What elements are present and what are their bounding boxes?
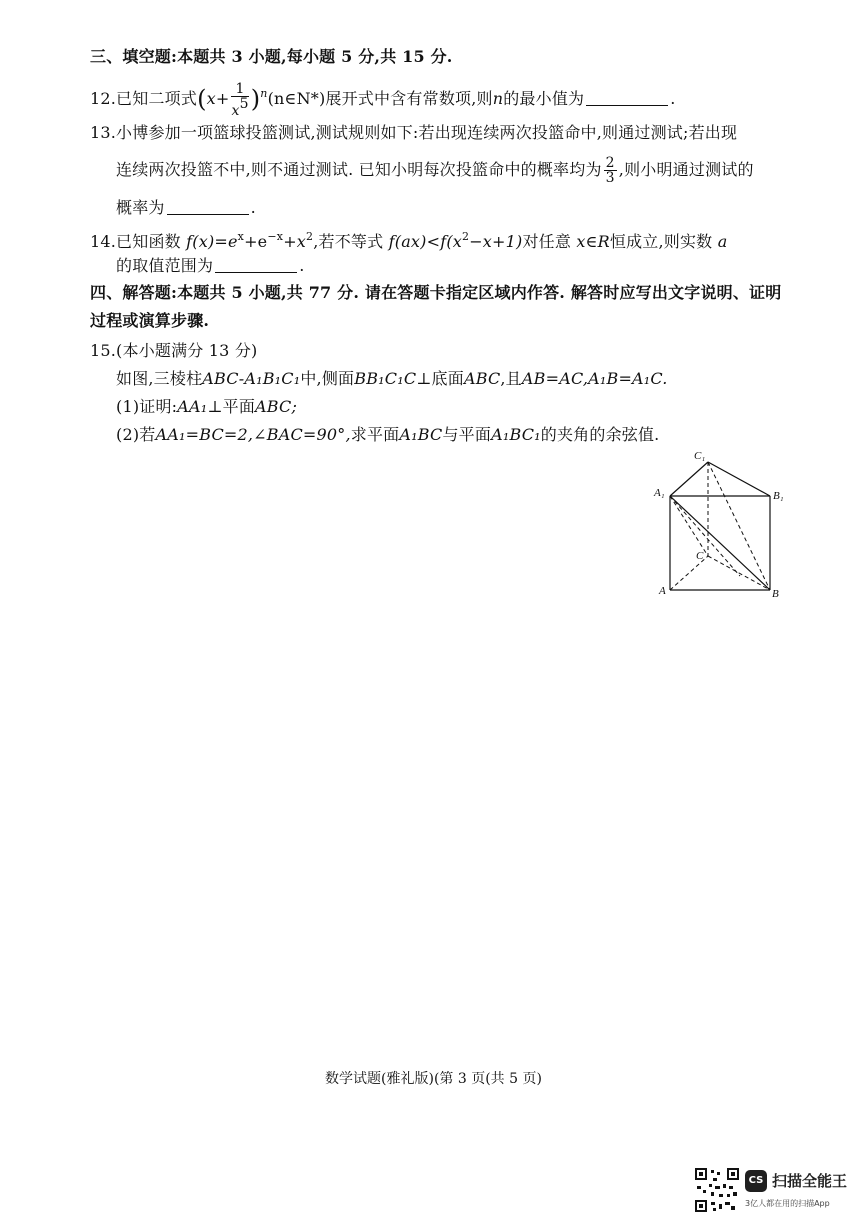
question-15-part-2: (2)若AA₁=BC=2,∠BAC=90°,求平面A₁BC与平面A₁BC₁的夹角的余弦值.: [116, 425, 660, 444]
q12-condition: (n∈N*): [267, 89, 326, 108]
question-13-line-1: 13.小博参加一项篮球投篮测试,测试规则如下:若出现连续两次投篮命中,则通过测试;若出现: [90, 123, 738, 142]
question-14-line-2: 的取值范围为 .: [116, 256, 305, 275]
question-15-header: [90, 340, 257, 362]
q12-x: x: [206, 89, 216, 108]
q15-score: (本小题满分 13 分): [116, 341, 258, 360]
label-b: B: [772, 588, 779, 600]
question-13-line-2: 连续两次投篮不中,则不通过测试. 已知小明每次投篮命中的概率均为 $\frac{2}{3}$ ,则小明通过测试的: [116, 155, 754, 186]
q13-number: 13.: [90, 123, 117, 142]
question-12: 12.已知二项式(x+ $\frac{1}{x5}$ )$^n$(n∈N*)展开式中含有常数项,则n的最小值为 .: [90, 80, 676, 119]
label-a1: A₁: [654, 487, 665, 499]
q14-number: 14.: [90, 232, 117, 251]
question-15-stem: 如图,三棱柱ABC-A₁B₁C₁中,侧面BB₁C₁C⊥底面ABC,且AB=AC,A₁B=A₁C.: [116, 369, 668, 388]
label-a: A: [659, 585, 666, 597]
q12-fraction: $\frac{1}{x5}$: [231, 80, 249, 119]
camscanner-logo-icon: CS: [745, 1170, 767, 1192]
page-footer: 数学试题(雅礼版)(第 3 页(共 5 页): [325, 1071, 542, 1087]
q13-fraction: $\frac{2}{3}$: [605, 155, 615, 186]
edge-c1-b1: [708, 462, 770, 496]
label-c1: C₁: [694, 450, 706, 462]
q13-answer-blank: [167, 200, 249, 215]
q12-answer-blank: [586, 91, 668, 106]
segment-c1-b-hidden: [708, 462, 770, 590]
section-3-heading: 三、填空题:本题共 3 小题,每小题 5 分,共 15 分.: [90, 47, 453, 66]
qr-code-icon: [695, 1168, 739, 1212]
label-c: C: [696, 550, 704, 562]
q12-text-b: 展开式中含有常数项,则: [325, 89, 493, 108]
segment-a1-b: [670, 496, 770, 590]
prism-figure: [650, 448, 795, 608]
question-14-line-1: 14.已知函数 $f(x)=e^x+e^{-x}+x^2$,若不等式 $f(ax)<f(x^2-x+1)$对任意 x∈R恒成立,则实数 a: [90, 230, 728, 251]
q12-text-c: 的最小值为: [503, 89, 585, 108]
q12-plus: +: [215, 89, 230, 108]
section-4-heading-line-2: 过程或演算步骤.: [90, 311, 210, 330]
label-b1: B₁: [773, 490, 784, 502]
q14-answer-blank: [215, 258, 297, 273]
q12-text-a: 已知二项式: [116, 89, 198, 108]
section-4-heading-line-1: 四、解答题:本题共 5 小题,共 77 分. 请在答题卡指定区域内作答. 解答时应写出文字说明、证明: [90, 283, 782, 302]
segment-a1-mid-hidden: [670, 496, 740, 576]
watermark-brand: 扫描全能王: [772, 1172, 848, 1190]
edge-a1-c1: [670, 462, 708, 496]
watermark-tagline: 3亿人都在用的扫描App: [745, 1199, 830, 1208]
q12-exponent: n: [260, 87, 268, 100]
q15-number: 15.: [90, 341, 117, 360]
q12-number: 12.: [90, 89, 117, 108]
question-15-part-1: (1)证明:AA₁⊥平面ABC;: [116, 397, 298, 416]
question-13-line-3: 概率为 .: [116, 198, 256, 217]
